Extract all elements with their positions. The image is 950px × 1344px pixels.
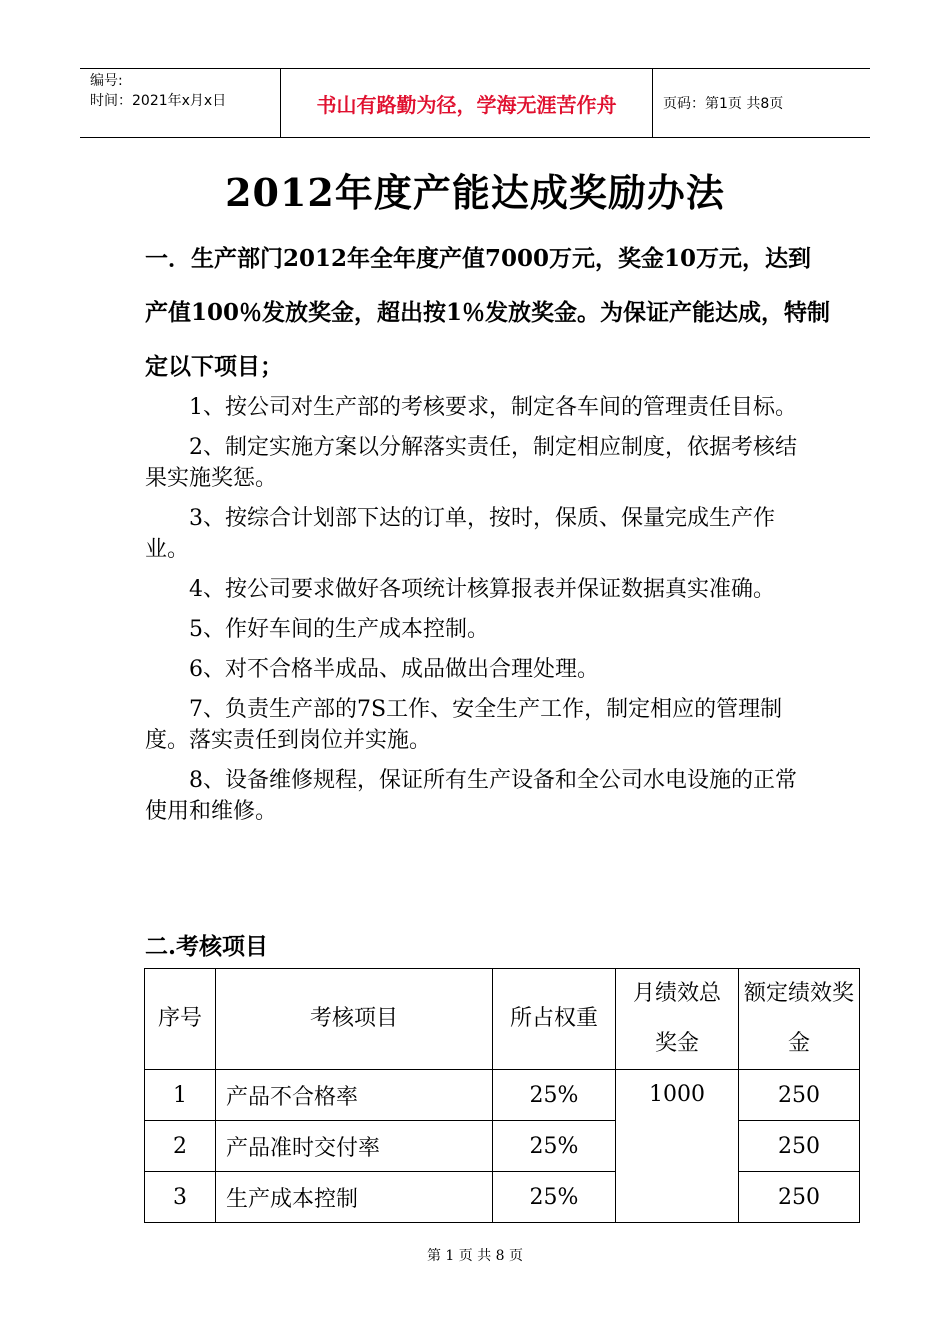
list-item: 7、负责生产部的7S工作、安全生产工作，制定相应的管理制度。落实责任到岗位并实施。 <box>145 697 783 753</box>
cell-monthly-total: 1000 <box>616 1070 739 1223</box>
list-item: 1、按公司对生产部的考核要求，制定各车间的管理责任目标。 <box>189 395 797 420</box>
cell-item: 生产成本控制 <box>216 1172 493 1223</box>
list-item: 4、按公司要求做好各项统计核算报表并保证数据真实准确。 <box>189 577 775 602</box>
list-item: 6、对不合格半成品、成品做出合理处理。 <box>189 657 599 682</box>
table-header-row <box>145 969 860 1070</box>
header-no: 序号 <box>145 969 216 1070</box>
header-motto: 书山有路勤为径，学海无涯苦作舟 <box>280 69 653 137</box>
cell-bonus: 250 <box>739 1070 860 1121</box>
table-row <box>145 1070 860 1121</box>
cell-weight: 25% <box>493 1070 616 1121</box>
cell-item: 产品不合格率 <box>216 1070 493 1121</box>
list-item: 8、设备维修规程，保证所有生产设备和全公司水电设施的正常使用和维修。 <box>145 768 797 824</box>
header-weight: 所占权重 <box>493 969 616 1070</box>
table-row <box>145 1172 860 1223</box>
header-rated-bonus-text: 额定绩效奖金 <box>744 981 855 1056</box>
section-two-heading: 二.考核项目 <box>145 933 269 960</box>
header-monthly-total-text: 月绩效总奖金 <box>632 981 721 1056</box>
number-label: 编号: <box>90 73 123 89</box>
header-item: 考核项目 <box>216 969 493 1070</box>
page-footer: 第 1 页 共 8 页 <box>426 1248 524 1264</box>
cell-item: 产品准时交付率 <box>216 1121 493 1172</box>
cell-weight: 25% <box>493 1172 616 1223</box>
cell-bonus: 250 <box>739 1121 860 1172</box>
header-meta <box>80 69 280 137</box>
document-title: 2012年度产能达成奖励办法 <box>225 170 725 215</box>
table-row <box>145 1121 860 1172</box>
assessment-table <box>144 968 860 1223</box>
cell-bonus: 250 <box>739 1172 860 1223</box>
list-item: 5、作好车间的生产成本控制。 <box>189 617 489 642</box>
header-page-info: 页码：第1页 共8页 <box>663 96 784 112</box>
header-monthly-total <box>616 969 739 1070</box>
time-label: 时间：2021年x月x日 <box>90 93 227 109</box>
page-header <box>80 68 870 138</box>
list-item: 2、制定实施方案以分解落实责任，制定相应制度，依据考核结果实施奖惩。 <box>145 435 797 491</box>
cell-no: 3 <box>145 1172 216 1223</box>
cell-no: 1 <box>145 1070 216 1121</box>
section-one-heading: 一．生产部门2012年全年度产值7000万元，奖金10万元，达到产值100％发放奖金，超出按1％发放奖金。为保证产能达成，特制定以下项目； <box>145 245 831 380</box>
header-rated-bonus <box>739 969 860 1070</box>
cell-no: 2 <box>145 1121 216 1172</box>
list-item: 3、按综合计划部下达的订单，按时，保质、保量完成生产作业。 <box>145 506 775 562</box>
cell-weight: 25% <box>493 1121 616 1172</box>
section-one-list <box>145 392 815 836</box>
